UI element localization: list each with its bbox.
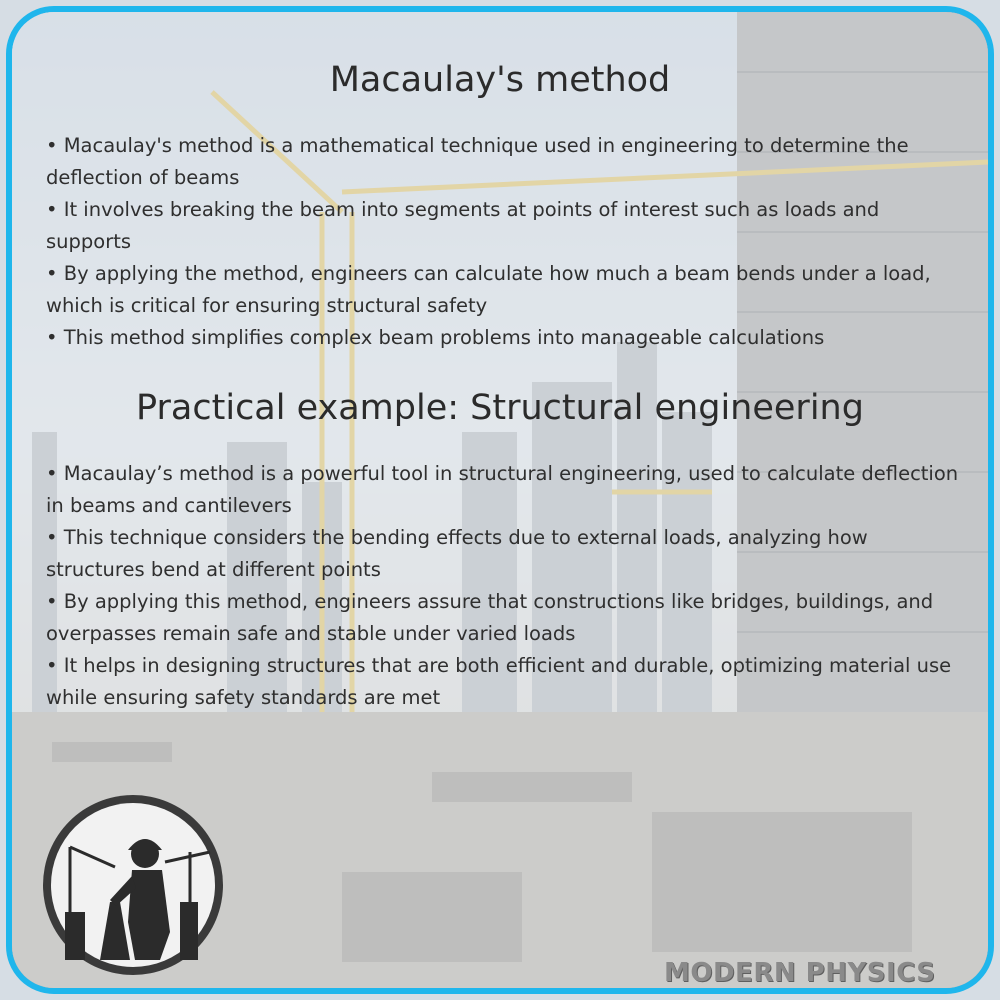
section-heading: Macaulay's method [329,60,671,100]
list-item: • It helps in designing structures that are both efficient and durable, optimizing material use while ensuring safety standards are met [46,654,952,709]
engineer-logo-icon [40,792,226,978]
list-item: • This method simplifies complex beam problems into manageable calculations [46,326,825,349]
list-item: • It involves breaking the beam into segments at points of interest such as loads and supports [46,198,880,253]
list-item: • Macaulay's method is a mathematical technique used in engineering to determine the deflection of beams [46,134,909,189]
list-item: • Macaulay’s method is a powerful tool in structural engineering, used to calculate deflection in beams and cantilevers [46,462,959,517]
brand-watermark: MODERN PHYSICS [664,958,936,988]
bullet-list [46,130,962,354]
list-item: • By applying this method, engineers assure that constructions like bridges, buildings, and overpasses remain safe and stable under varied loads [46,590,934,645]
section-heading: Practical example: Structural engineering [136,388,864,428]
bullet-list [46,458,962,714]
info-card [6,6,994,994]
list-item: • This technique considers the bending effects due to external loads, analyzing how structures bend at different points [46,526,868,581]
list-item: • By applying the method, engineers can calculate how much a beam bends under a load, which is critical for ensuring structural safety [46,262,931,317]
